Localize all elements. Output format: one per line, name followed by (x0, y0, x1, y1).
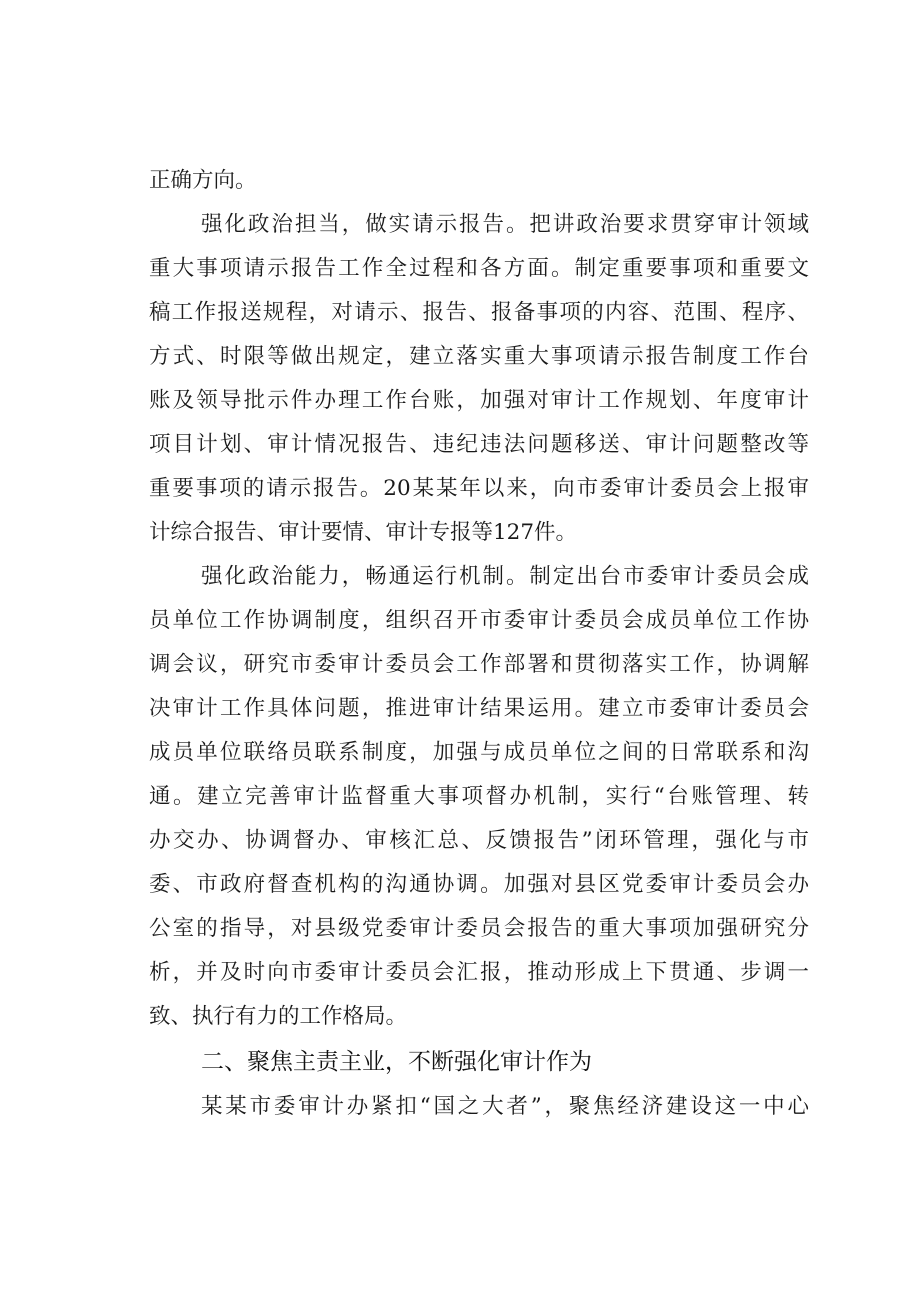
paragraph-line: 调会议，研究市委审计委员会工作部署和贯彻落实工作，协调解 (149, 652, 809, 677)
section-heading: 二、聚焦主责主业，不断强化审计作为 (201, 1049, 592, 1075)
paragraph-line: 项目计划、审计情况报告、违纪违法问题移送、审计问题整改等 (149, 432, 809, 457)
paragraph-line: 账及领导批示件办理工作台账，加强对审计工作规划、年度审计 (149, 388, 809, 413)
paragraph-line: 稿工作报送规程，对请示、报告、报备事项的内容、范围、程序、 (149, 300, 809, 325)
paragraph-line: 强化政治担当，做实请示报告。把讲政治要求贯穿审计领域 (201, 212, 809, 237)
paragraph-line: 成员单位联络员联系制度，加强与成员单位之间的日常联系和沟 (149, 740, 809, 765)
paragraph-line: 致、执行有力的工作格局。 (149, 1004, 408, 1029)
paragraph-line: 通。建立完善审计监督重大事项督办机制，实行“台账管理、转 (149, 784, 809, 809)
paragraph-line: 决审计工作具体问题，推进审计结果运用。建立市委审计委员会 (149, 696, 809, 721)
paragraph-line: 方式、时限等做出规定，建立落实重大事项请示报告制度工作台 (149, 344, 809, 369)
paragraph-line: 正确方向。 (149, 168, 257, 193)
paragraph-line: 重大事项请示报告工作全过程和各方面。制定重要事项和重要文 (149, 256, 809, 281)
paragraph-line: 公室的指导，对县级党委审计委员会报告的重大事项加强研究分 (149, 916, 809, 941)
paragraph-line: 强化政治能力，畅通运行机制。制定出台市委审计委员会成 (201, 564, 809, 589)
paragraph-line: 某某市委审计办紧扣“国之大者”，聚焦经济建设这一中心 (201, 1094, 809, 1119)
paragraph-line: 重要事项的请示报告。20某某年以来，向市委审计委员会上报审 (149, 476, 809, 501)
paragraph-line: 员单位工作协调制度，组织召开市委审计委员会成员单位工作协 (149, 608, 809, 633)
paragraph-line: 办交办、协调督办、审核汇总、反馈报告”闭环管理，强化与市 (149, 828, 809, 853)
paragraph-line: 计综合报告、审计要情、审计专报等127件。 (149, 520, 578, 545)
paragraph-line: 析，并及时向市委审计委员会汇报，推动形成上下贯通、步调一 (149, 960, 809, 985)
paragraph-line: 委、市政府督查机构的沟通协调。加强对县区党委审计委员会办 (149, 872, 809, 897)
